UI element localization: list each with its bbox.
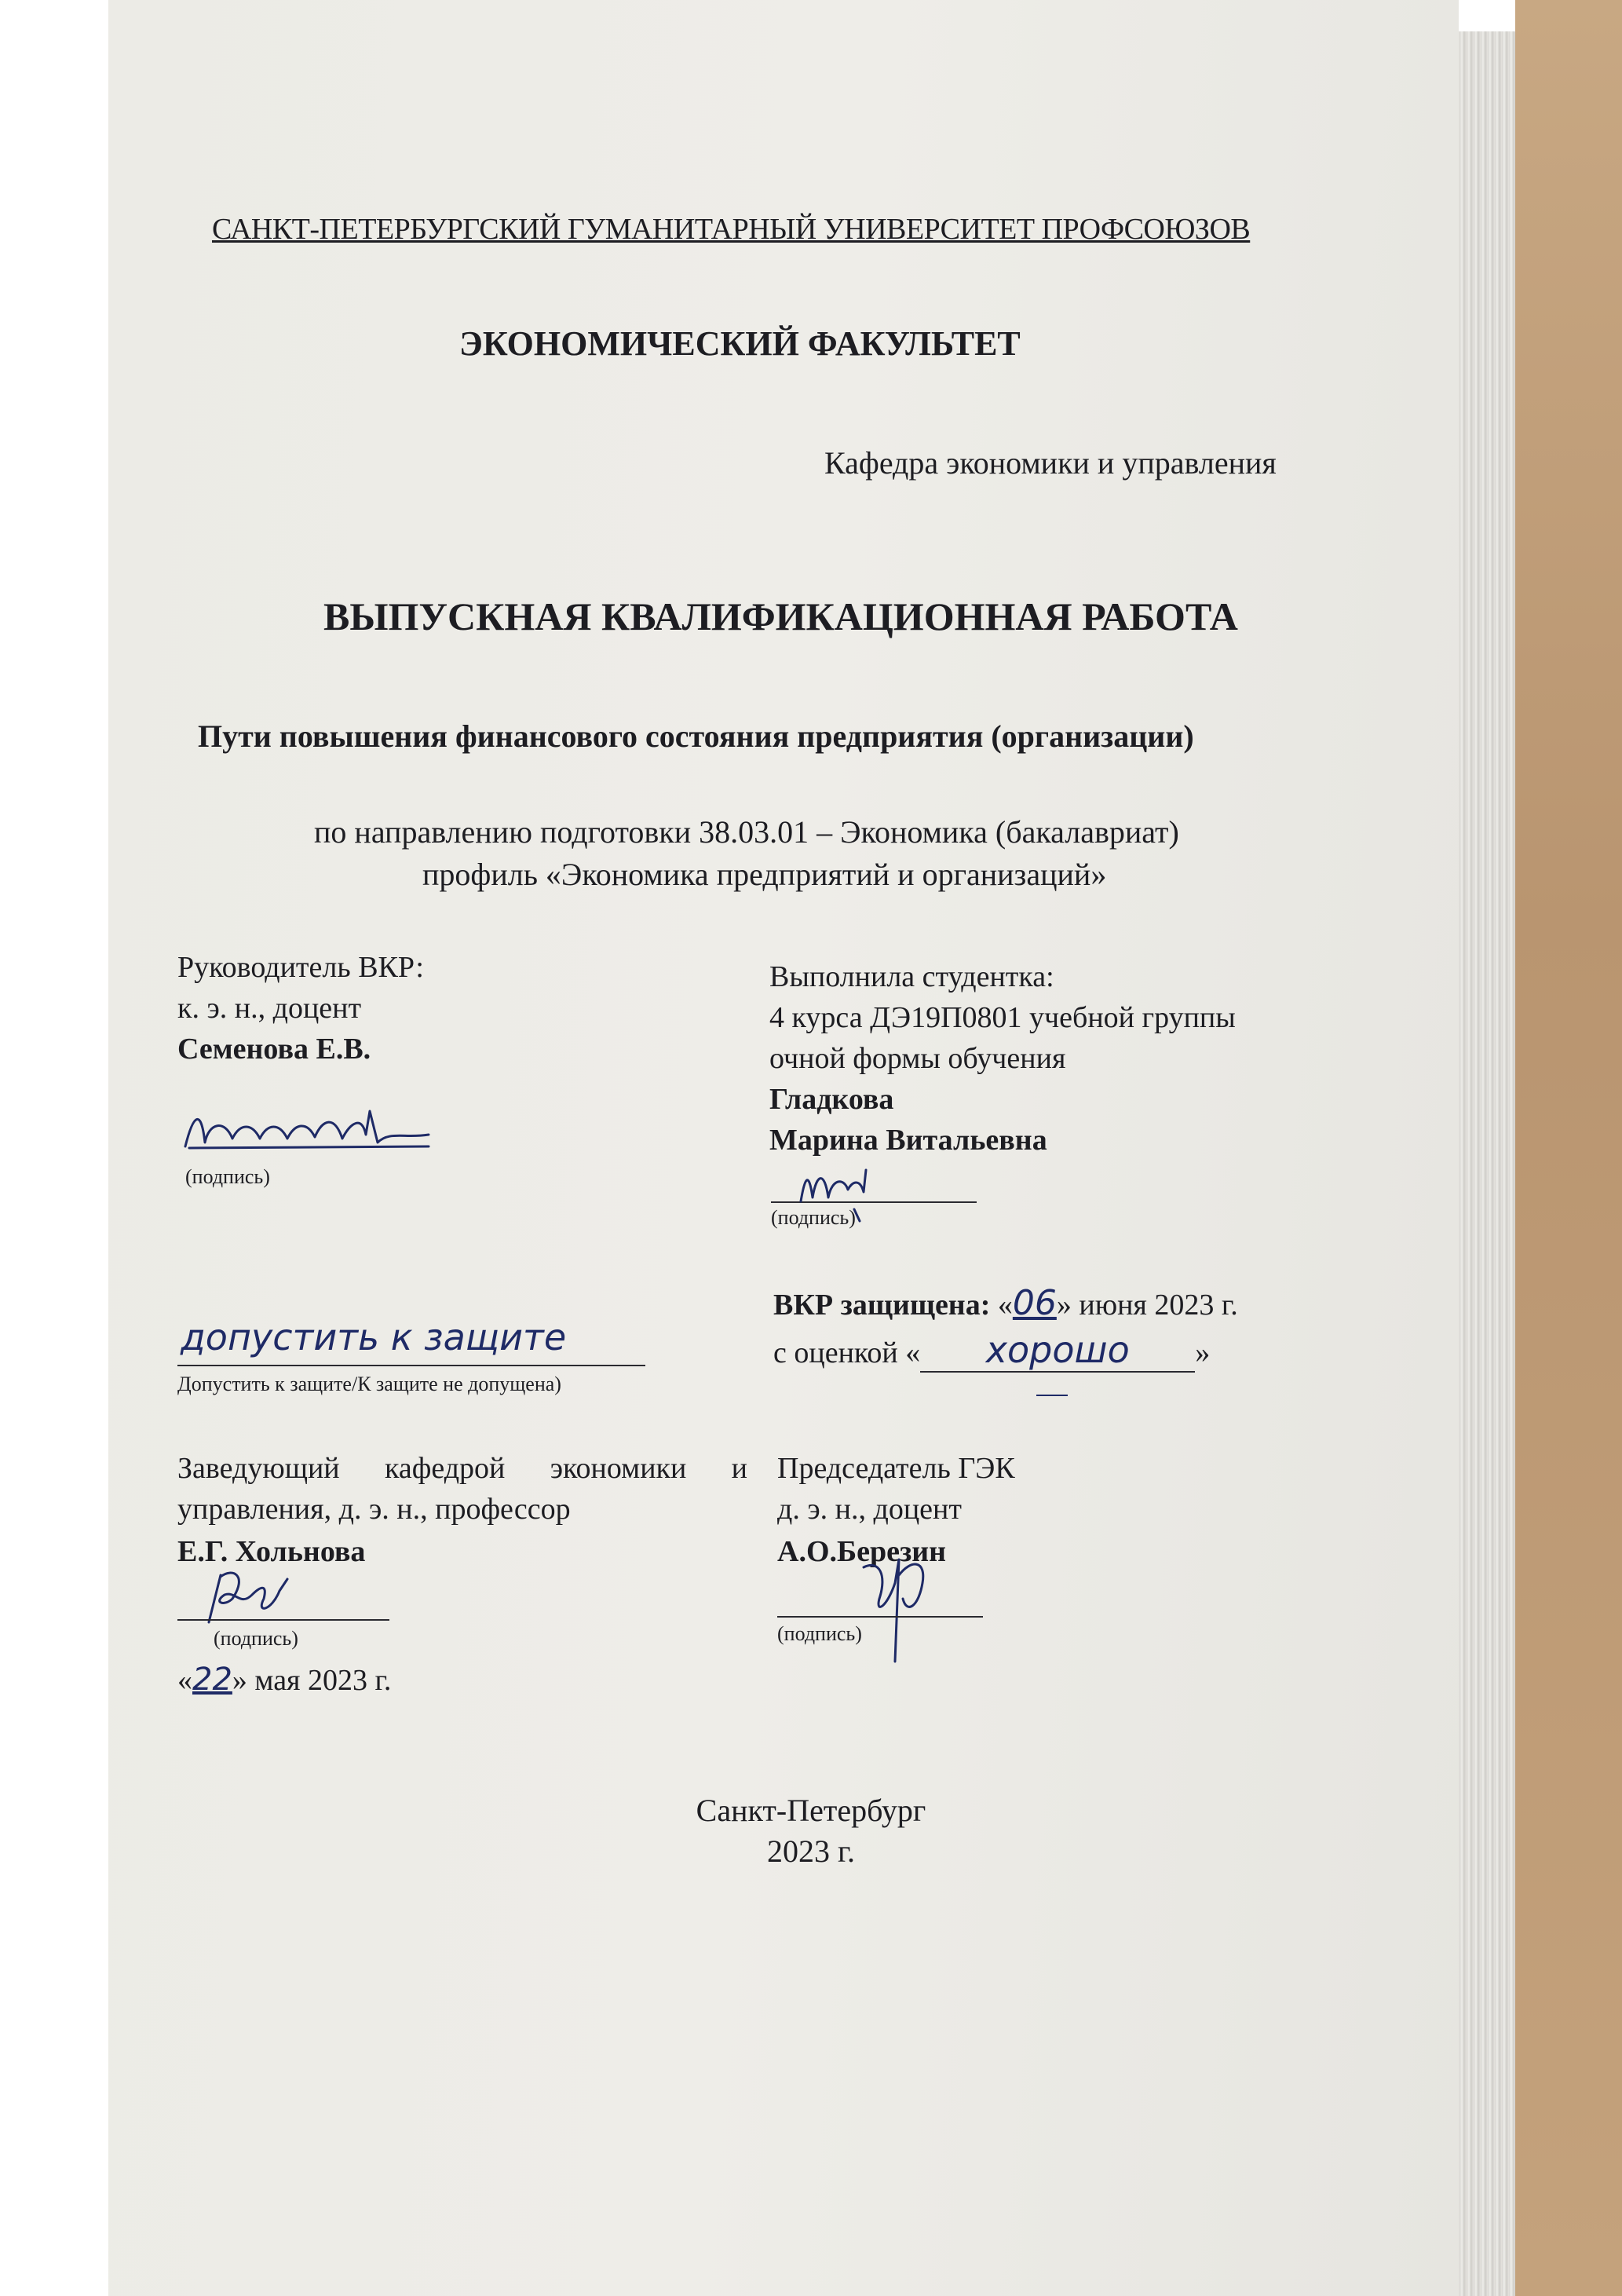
gek-chair-name: А.О.Березин xyxy=(777,1535,947,1568)
defense-date-rest: » июня 2023 г. xyxy=(1056,1289,1238,1322)
page-stack-edge xyxy=(1452,31,1515,2296)
year: 2023 г. xyxy=(767,1834,855,1869)
student-group: 4 курса ДЭ19П0801 учебной группы xyxy=(769,1001,1236,1034)
supervisor-name: Семенова Е.В. xyxy=(177,1033,371,1066)
department-name: Кафедра экономики и управления xyxy=(824,445,1277,481)
head-title-line1: Заведующий кафедрой экономики и xyxy=(177,1452,747,1485)
student-study-form: очной формы обучения xyxy=(769,1042,1066,1075)
head-signature xyxy=(177,1567,319,1630)
student-surname: Гладкова xyxy=(769,1083,894,1116)
supervisor-label: Руководитель ВКР: xyxy=(177,951,424,984)
city: Санкт-Петербург xyxy=(696,1793,926,1828)
defense-quote-open: « xyxy=(997,1289,1013,1322)
gek-chair-signature-caption: (подпись) xyxy=(777,1622,862,1645)
supervisor-signature-caption: (подпись) xyxy=(185,1165,270,1188)
grade-mark xyxy=(1036,1395,1068,1396)
head-title-line2: управления, д. э. н., профессор xyxy=(177,1493,571,1526)
grade-prefix: с оценкой « xyxy=(773,1336,921,1369)
desk-background xyxy=(1515,0,1622,2296)
gek-chair-degree: д. э. н., доцент xyxy=(777,1493,962,1526)
head-signature-line xyxy=(177,1619,389,1621)
supervisor-degree: к. э. н., доцент xyxy=(177,992,362,1025)
head-date-open: « xyxy=(177,1664,192,1697)
study-direction: по направлению подготовки 38.03.01 – Экономика (бакалавриат) xyxy=(314,814,1179,850)
head-name: Е.Г. Хольнова xyxy=(177,1535,366,1568)
defense-date xyxy=(773,1283,1238,1323)
student-signature-caption: (подпись) xyxy=(771,1206,856,1229)
head-date xyxy=(177,1662,391,1698)
university-name: САНКТ-ПЕТЕРБУРГСКИЙ ГУМАНИТАРНЫЙ УНИВЕРСИТЕТ ПРОФСОЮЗОВ xyxy=(212,213,1251,246)
gek-chair-signature xyxy=(848,1544,958,1685)
defense-grade xyxy=(773,1329,1210,1373)
gek-chair-label: Председатель ГЭК xyxy=(777,1452,1015,1485)
faculty-name: ЭКОНОМИЧЕСКИЙ ФАКУЛЬТЕТ xyxy=(459,324,1021,363)
admission-handwritten: допустить к защите xyxy=(181,1316,567,1358)
student-given-names: Марина Витальевна xyxy=(769,1124,1047,1157)
grade-value: хорошо xyxy=(920,1329,1195,1373)
head-date-day: 22 xyxy=(192,1662,232,1698)
defense-day: 06 xyxy=(1012,1283,1057,1323)
work-type-title: ВЫПУСКНАЯ КВАЛИФИКАЦИОННАЯ РАБОТА xyxy=(323,594,1238,638)
gek-chair-signature-line xyxy=(777,1616,983,1618)
student-label: Выполнила студентка: xyxy=(769,960,1054,993)
defense-label: ВКР защищена: xyxy=(773,1289,991,1322)
grade-suffix: » xyxy=(1195,1336,1211,1369)
head-date-rest: » мая 2023 г. xyxy=(232,1664,392,1697)
admission-line xyxy=(177,1365,645,1366)
study-profile: профиль «Экономика предприятий и организаций» xyxy=(422,857,1107,892)
supervisor-signature xyxy=(177,1099,444,1162)
admission-caption: Допустить к защите/К защите не допущена) xyxy=(177,1373,561,1395)
head-signature-caption: (подпись) xyxy=(214,1627,298,1650)
thesis-topic: Пути повышения финансового состояния предприятия (организации) xyxy=(198,718,1194,754)
